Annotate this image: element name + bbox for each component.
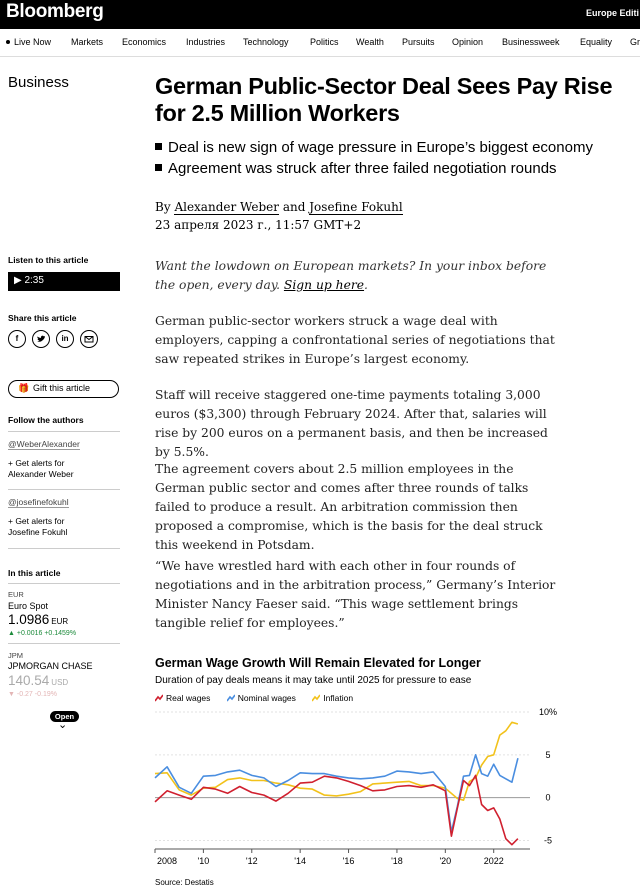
legend-label: Real wages bbox=[166, 693, 211, 703]
byline bbox=[155, 198, 403, 216]
main-nav bbox=[0, 29, 640, 57]
y-tick-label: 5 bbox=[545, 749, 551, 760]
x-tick-label: '10 bbox=[197, 856, 210, 866]
legend-item-real-wages bbox=[155, 693, 210, 703]
promo-text: Want the lowdown on European markets? In your inbox before the open, every day. bbox=[155, 259, 547, 292]
article-paragraph: “We have wrestled hard with each other in four rounds of negotiations and in the arbitration process,” Germany’s Interior Minister Nancy Faeser said. “This wage settlement brings tangible relief for employees.” bbox=[155, 559, 556, 630]
x-tick-label: '14 bbox=[294, 856, 307, 866]
section-label[interactable]: Business bbox=[8, 74, 69, 91]
x-tick-label: 2022 bbox=[483, 856, 504, 866]
article-paragraph: German public-sector workers struck a wage deal with employers, capping a confrontational series of negotiations that saw repeated strikes in Europe’s largest economy. bbox=[155, 314, 555, 366]
bullet-square-icon bbox=[155, 164, 162, 171]
divider bbox=[8, 431, 120, 432]
bloomberg-logo[interactable]: Bloomberg bbox=[6, 1, 104, 22]
legend-swatch bbox=[155, 694, 163, 702]
linkedin-icon[interactable]: in bbox=[56, 330, 74, 348]
legend-swatch bbox=[227, 694, 235, 702]
share-label: Share this article bbox=[8, 313, 77, 323]
nav-item-technology[interactable]: Technology bbox=[243, 37, 289, 47]
ticker-name[interactable]: JPMORGAN CHASE bbox=[8, 661, 93, 671]
chart-subtitle: Duration of pay deals means it may take until 2025 for pressure to ease bbox=[155, 675, 472, 686]
byline-prefix: By bbox=[155, 200, 171, 214]
ticker-symbol: JPM bbox=[8, 651, 23, 660]
gift-label: Gift this article bbox=[33, 383, 91, 393]
price-unit: USD bbox=[51, 678, 69, 687]
twitter-icon[interactable] bbox=[32, 330, 50, 348]
newsletter-promo: Want the lowdown on European markets? In your inbox before the open, every day. Sign up here. bbox=[155, 259, 547, 292]
bullet-square-icon bbox=[155, 143, 162, 150]
divider bbox=[8, 489, 120, 490]
chevron-down-icon[interactable]: ⌄ bbox=[58, 719, 68, 731]
legend-label: Nominal wages bbox=[237, 693, 296, 703]
series-line-nominal-wages bbox=[155, 755, 518, 832]
ticker-name[interactable]: Euro Spot bbox=[8, 601, 49, 611]
nav-item-politics[interactable]: Politics bbox=[310, 37, 339, 47]
edition-selector[interactable]: Europe Editi bbox=[586, 8, 640, 18]
nav-item-green[interactable]: Gr bbox=[630, 37, 640, 47]
nav-item-wealth[interactable]: Wealth bbox=[356, 37, 384, 47]
price-value: 1.0986 bbox=[8, 612, 50, 627]
summary-bullet bbox=[155, 137, 640, 158]
nav-item-opinion[interactable]: Opinion bbox=[452, 37, 484, 47]
chart-legend bbox=[155, 693, 367, 703]
gift-article-button[interactable] bbox=[8, 380, 119, 398]
x-tick-label: '18 bbox=[391, 856, 403, 866]
legend-swatch bbox=[312, 694, 320, 702]
follow-authors-label: Follow the authors bbox=[8, 415, 84, 425]
nav-item-economics[interactable]: Economics bbox=[122, 37, 167, 47]
divider bbox=[8, 643, 120, 644]
y-tick-label: 0 bbox=[545, 792, 551, 803]
ticker-symbol: EUR bbox=[8, 590, 24, 599]
ticker-price bbox=[8, 612, 68, 627]
nav-item-pursuits[interactable]: Pursuits bbox=[402, 37, 435, 47]
ticker-price bbox=[8, 673, 68, 688]
summary-bullet bbox=[155, 158, 640, 179]
price-unit: EUR bbox=[51, 617, 69, 626]
nav-item-live-now[interactable] bbox=[6, 37, 51, 47]
article-summary bbox=[155, 137, 640, 179]
chart-title: German Wage Growth Will Remain Elevated for Longer bbox=[155, 656, 481, 670]
price-value: 140.54 bbox=[8, 673, 50, 688]
nav-item-markets[interactable]: Markets bbox=[71, 37, 104, 47]
author-handle[interactable]: @WeberAlexander bbox=[8, 439, 80, 449]
divider bbox=[8, 548, 120, 549]
article-paragraph: The agreement covers about 2.5 million employees in the German public sector and comes after three rounds of talks failed to produce a result. An arbitration commission then proposed a compromise, which is the basis for the deal struck this weekend in Potsdam. bbox=[155, 462, 543, 552]
author-handle[interactable]: @josefinefokuhl bbox=[8, 497, 69, 507]
y-tick-label: -5 bbox=[543, 835, 553, 846]
listen-play-button[interactable]: ▶ 2:35 bbox=[8, 272, 120, 291]
nav-item-businessweek[interactable]: Businessweek bbox=[502, 37, 560, 47]
nav-item-equality[interactable]: Equality bbox=[580, 37, 613, 47]
listen-label: Listen to this article bbox=[8, 255, 89, 265]
get-alerts-button[interactable]: + Get alerts for Alexander Weber bbox=[8, 458, 74, 479]
nav-label: Live Now bbox=[14, 37, 52, 47]
series-line-real-wages bbox=[155, 775, 518, 844]
x-tick-label: 2008 bbox=[156, 856, 178, 866]
summary-text: Agreement was struck after three failed negotiation rounds bbox=[168, 160, 557, 177]
wage-growth-chart bbox=[150, 704, 570, 876]
divider bbox=[8, 583, 120, 584]
chart-source: Source: Destatis bbox=[155, 878, 214, 887]
legend-label: Inflation bbox=[323, 693, 354, 703]
in-this-article-label: In this article bbox=[8, 568, 61, 578]
byline-and: and bbox=[282, 200, 306, 214]
legend-item-nominal-wages bbox=[227, 693, 296, 703]
nav-item-industries[interactable]: Industries bbox=[186, 37, 226, 47]
author-link[interactable]: Alexander Weber bbox=[174, 200, 280, 214]
ticker-change: ▼ -0.27 -0.19% bbox=[8, 691, 57, 698]
open-tickers-button[interactable]: Open bbox=[50, 711, 79, 722]
live-dot-icon bbox=[6, 40, 10, 44]
article-headline: German Public-Sector Deal Sees Pay Rise for 2.5 Million Workers bbox=[155, 73, 613, 126]
legend-item-inflation bbox=[312, 693, 353, 703]
top-bar bbox=[0, 0, 640, 29]
facebook-icon[interactable]: f bbox=[8, 330, 26, 348]
email-icon[interactable] bbox=[80, 330, 98, 348]
ticker-change: ▲ +0.0016 +0.1459% bbox=[8, 630, 77, 637]
x-tick-label: '16 bbox=[342, 856, 355, 866]
publish-date: 23 апреля 2023 г., 11:57 GMT+2 bbox=[155, 218, 362, 232]
x-tick-label: '20 bbox=[439, 856, 452, 866]
signup-link[interactable]: Sign up here bbox=[283, 278, 365, 292]
article-paragraph: Staff will receive staggered one-time payments totaling 3,000 euros ($3,300) through February 2024. After that, salaries will rise by 200 euros on a permanent basis, and then be increased by 5.5%. bbox=[155, 388, 548, 459]
x-tick-label: '12 bbox=[245, 856, 258, 866]
get-alerts-button[interactable]: + Get alerts for Josefine Fokuhl bbox=[8, 516, 68, 537]
author-link[interactable]: Josefine Fokuhl bbox=[309, 200, 403, 214]
y-tick-label: 10% bbox=[538, 707, 558, 717]
summary-text: Deal is new sign of wage pressure in Europe’s biggest economy bbox=[168, 139, 593, 156]
gift-icon: 🎁 bbox=[18, 383, 30, 393]
